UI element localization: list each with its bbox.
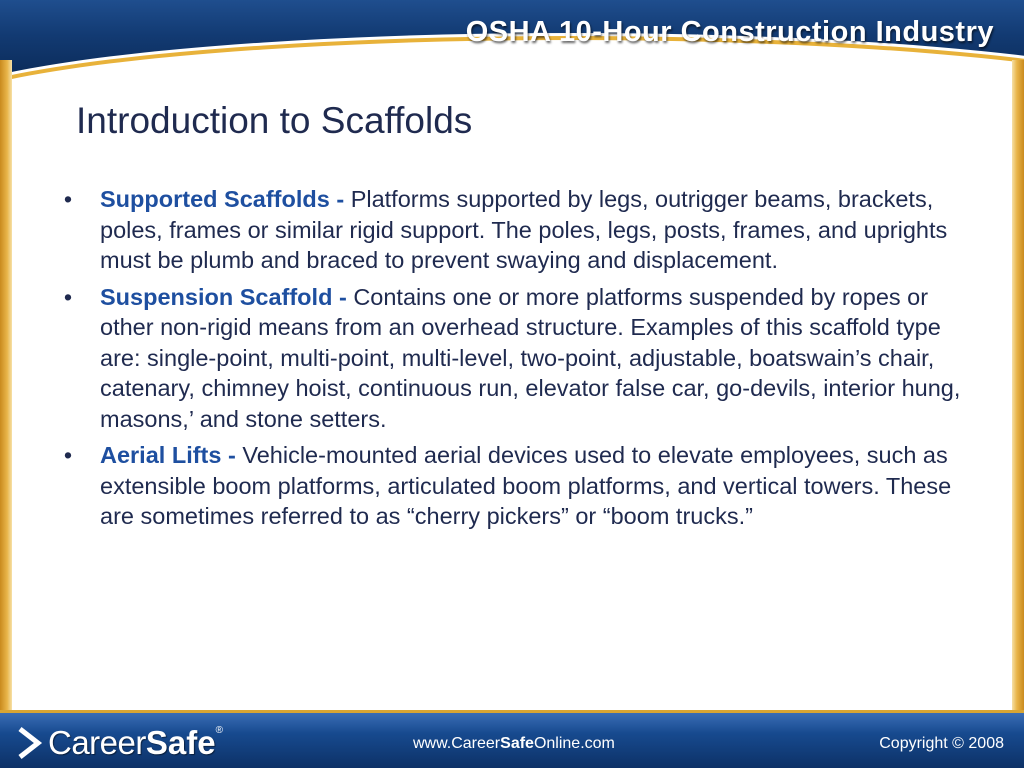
slide-title: Introduction to Scaffolds bbox=[76, 100, 473, 141]
chevron-right-icon bbox=[14, 725, 44, 761]
bullet-text: Contains one or more platforms suspended by ropes or other non-rigid means from an overhead structure. Examples of this scaffold type are: single-point, multi-point, multi-level, two-point, adjustable, boatswain’s chair, catenary, chimney hoist, continuous run, elevator false car, go-devils, interior hung, masons,’ and stone setters. bbox=[100, 283, 961, 432]
bullet-term: Supported Scaffolds - bbox=[100, 186, 351, 212]
bullet-icon: • bbox=[63, 283, 73, 310]
url-bold: Safe bbox=[500, 735, 534, 752]
bullet-list bbox=[58, 184, 968, 538]
url-suffix: Online.com bbox=[533, 735, 615, 752]
right-gold-edge bbox=[1012, 60, 1024, 710]
header-banner bbox=[0, 0, 1024, 80]
bullet-text: Vehicle-mounted aerial devices used to elevate employees, such as extensible boom platforms, articulated boom platforms, and vertical towers. These are sometimes referred to as “cherry pickers” or “boom trucks.” bbox=[100, 442, 952, 529]
copyright-text: Copyright © 2008 bbox=[879, 735, 1004, 752]
left-gold-edge bbox=[0, 60, 12, 710]
bullet-term: Aerial Lifts - bbox=[100, 442, 243, 468]
bullet-term: Suspension Scaffold - bbox=[100, 283, 354, 310]
registered-mark: ® bbox=[215, 725, 223, 736]
logo-safe-text: Safe bbox=[145, 724, 216, 761]
careersafe-logo bbox=[14, 723, 223, 763]
bullet-item-suspension-scaffold bbox=[58, 282, 968, 435]
bullet-icon: • bbox=[63, 186, 73, 212]
bullet-item-aerial-lifts bbox=[58, 440, 968, 532]
logo-career-text: Career bbox=[48, 724, 146, 761]
course-title: OSHA 10-Hour Construction Industry bbox=[465, 16, 994, 48]
bullet-text: Platforms supported by legs, outrigger beams, brackets, poles, frames or similar rigid support. The poles, legs, posts, frames, and uprights must be plumb and braced to prevent swaying and displacement. bbox=[100, 186, 948, 273]
url-prefix: www.Career bbox=[413, 735, 501, 752]
bullet-item-supported-scaffolds bbox=[58, 184, 968, 276]
bullet-icon: • bbox=[63, 442, 73, 468]
website-link[interactable] bbox=[413, 735, 615, 753]
footer-bar bbox=[0, 710, 1024, 768]
